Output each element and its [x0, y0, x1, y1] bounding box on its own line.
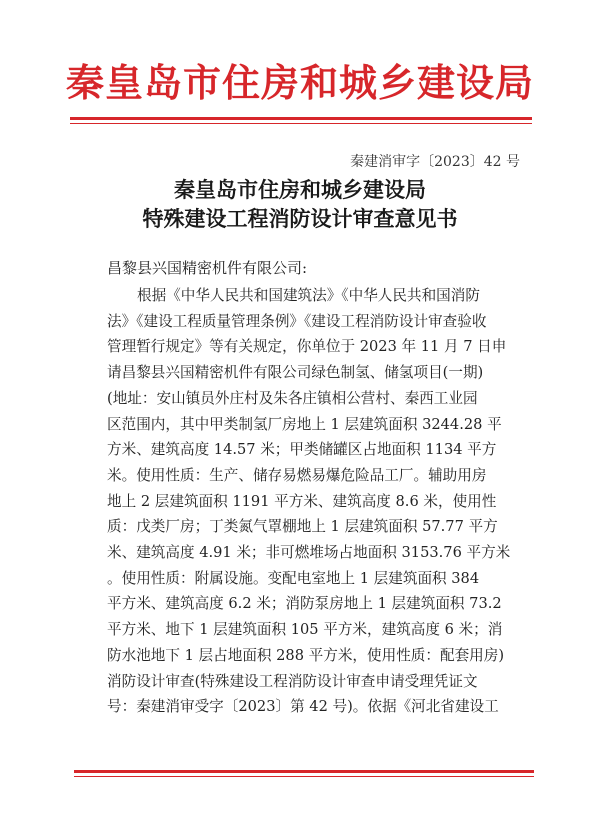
- body-paragraph: [107, 283, 517, 720]
- body-line: 法》《建设工程质量管理条例》《建设工程消防设计审查验收: [107, 312, 487, 330]
- body-line: 质：戊类厂房；丁类氮气罩棚地上 1 层建筑面积 57.77 平方: [107, 518, 498, 536]
- document-title-agency: 秦皇岛市住房和城乡建设局: [174, 178, 426, 202]
- addressee: 昌黎县兴国精密机件有限公司:: [107, 259, 308, 277]
- document-title-subject: 特殊建设工程消防设计审查意见书: [142, 207, 458, 231]
- document-number: 秦建消审字〔2023〕42 号: [350, 154, 520, 170]
- body-line: 区范围内，其中甲类制氢厂房地上 1 层建筑面积 3244.28 平: [107, 415, 502, 433]
- letterhead-divider-thick: [70, 117, 532, 120]
- body-line: (地址：安山镇员外庄村及朱各庄镇相公营村、秦西工业园: [107, 389, 478, 407]
- body-line: 消防设计审查(特殊建设工程消防设计审查申请受理凭证文: [107, 672, 478, 690]
- letterhead-divider-thin: [70, 123, 532, 124]
- body-line: 米、建筑高度 4.91 米；非可燃堆场占地面积 3153.76 平方米: [107, 544, 511, 562]
- body-line: 方米、建筑高度 14.57 米；甲类储罐区占地面积 1134 平方: [107, 441, 497, 459]
- body-line: 。使用性质：附属设施。变配电室地上 1 层建筑面积 384: [107, 569, 480, 587]
- body-line: 防水池地下 1 层占地面积 288 平方米，使用性质：配套用房): [107, 646, 505, 664]
- footer-divider-thin: [74, 776, 534, 777]
- body-line: 管理暂行规定》等有关规定，你单位于 2023 年 11 月 7 日申: [107, 338, 507, 356]
- body-line: 平方米、建筑高度 6.2 米；消防泵房地上 1 层建筑面积 73.2: [107, 595, 502, 613]
- letterhead-agency-name: 秦皇岛市住房和城乡建设局: [65, 61, 534, 105]
- body-line: 米。使用性质：生产、储存易燃易爆危险品工厂。辅助用房: [107, 466, 487, 484]
- footer-divider-thick: [74, 770, 534, 773]
- body-line: 地上 2 层建筑面积 1191 平方米、建筑高度 8.6 米，使用性: [107, 492, 497, 510]
- body-line: 根据《中华人民共和国建筑法》《中华人民共和国消防: [137, 287, 480, 304]
- body-line: 请昌黎县兴国精密机件有限公司绿色制氢、储氢项目(一期): [107, 364, 484, 382]
- body-line: 平方米、地下 1 层建筑面积 105 平方米，建筑高度 6 米；消: [107, 621, 503, 639]
- body-line: 号：秦建消审受字〔2023〕第 42 号)。依据《河北省建设工: [107, 698, 499, 716]
